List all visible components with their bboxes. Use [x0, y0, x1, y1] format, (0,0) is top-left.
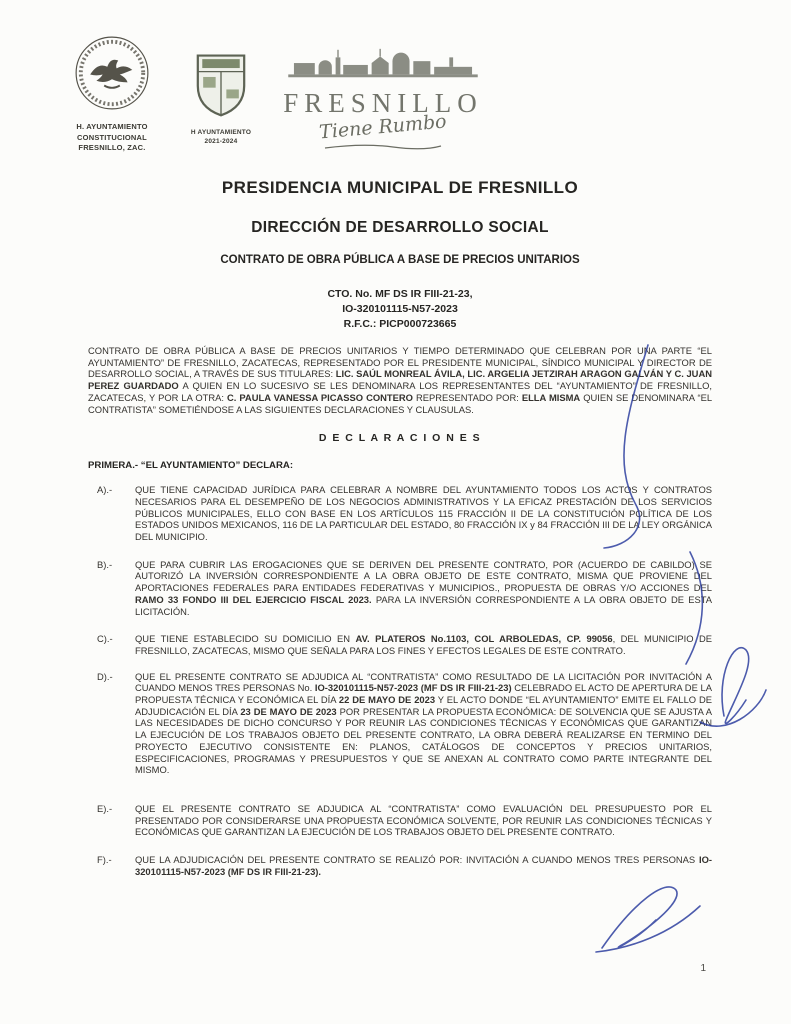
- rfc-number: R.F.C.: PICP000723665: [343, 318, 457, 330]
- signature-scribble-bottom: [602, 887, 677, 948]
- item-label: F).-: [97, 854, 112, 866]
- coat-of-arms-icon: [73, 34, 151, 112]
- invitation-number: IO-320101115-N57-2023: [342, 303, 458, 315]
- coat-of-arms-caption: [56, 122, 168, 154]
- shield-icon: [194, 52, 248, 118]
- intro-paragraph: CONTRATO DE OBRA PÚBLICA A BASE DE PRECIOS UNITARIOS Y TIEMPO DETERMINADO QUE CELEBRAN POR UNA PARTE “EL AYUNTAMIENTO” DE FRESNILLO, ZACATECAS, REPRESENTADO POR EL PRESIDENTE MUNICIPAL, SÍNDICO MUNICIPAL Y DIRECTOR DE DESARROLLO SOCIAL, A TRAVÉS DE SUS TITULARES: LIC. SAÚL MONREAL ÁVILA, LIC. ARGELIA JETZIRAH ARAGON GALVÁN Y C. JUAN PEREZ GUARDADO A QUIEN EN LO SUCESIVO SE LES DENOMINARA LOS REPRESENTANTES DEL “AYUNTAMIENTO” DE FRESNILLO, ZACATECAS, Y POR LA OTRA: C. PAULA VANESSA PICASSO CONTERO REPRESENTADO POR: ELLA MISMA QUIEN SE DENOMINARA “EL CONTRATISTA” SOMETIÉNDOSE A LAS SIGUIENTES DECLARACIONES Y CLAUSULAS.: [88, 345, 713, 415]
- signature-scribble-bottom-flourish: [596, 906, 700, 952]
- declaration-item-e: [88, 803, 712, 838]
- shield-caption: [176, 128, 266, 146]
- caption-line: FRESNILLO, ZAC.: [78, 143, 146, 152]
- brand-tagline: Tiene Rumbo: [318, 110, 448, 144]
- title-presidencia: PRESIDENCIA MUNICIPAL DE FRESNILLO: [221, 178, 579, 197]
- declaration-item-c: [88, 633, 712, 656]
- city-skyline-icon: [288, 46, 478, 82]
- caption-line: H. AYUNTAMIENTO: [76, 122, 148, 131]
- caption-line: 2021-2024: [204, 138, 238, 146]
- declaration-item-b: [88, 559, 712, 618]
- item-label: D).-: [97, 670, 113, 682]
- item-text: QUE TIENE ESTABLECIDO SU DOMICILIO EN AV. PLATEROS No.1103, COL ARBOLEDAS, CP. 99056, DEL MUNICIPIO DE FRESNILLO, ZACATECAS, MISMO QUE SEÑALA PARA LOS FINES Y EFECTOS LEGALES DE ESTE CONTRATO.: [135, 633, 712, 656]
- item-label: C).-: [97, 633, 113, 645]
- tagline-flourish: [323, 143, 443, 151]
- caption-line: CONSTITUCIONAL: [77, 132, 147, 142]
- title-contrato: CONTRATO DE OBRA PÚBLICA A BASE DE PRECIOS UNITARIOS: [220, 254, 580, 266]
- brand-title: FRESNILLO: [283, 88, 483, 118]
- page-number: 1: [700, 963, 706, 974]
- title-direccion: DIRECCIÓN DE DESARROLLO SOCIAL: [251, 219, 549, 236]
- fresnillo-brand-block: [280, 46, 486, 156]
- item-text: QUE EL PRESENTE CONTRATO SE ADJUDICA AL “CONTRATISTA” COMO EVALUACIÓN DEL PRESUPUESTO POR EL PRESENTADO POR CONSIDERARSE UNA PROPUESTA ECONÓMICA SOLVENTE, POR REUNIR LAS CONDICIONES TÉCNICAS Y ECONÓMICAS QUE GARANTIZAN LA EJECUCIÓN DE LOS TRABAJOS OBJETO DEL PRESENTE CONTRATO.: [135, 802, 712, 838]
- declaration-item-f: [88, 854, 712, 877]
- item-text: QUE LA ADJUDICACIÓN DEL PRESENTE CONTRATO SE REALIZÓ POR: INVITACIÓN A CUANDO MENOS TRES PERSONAS IO-320101115-N57-2023 (MF DS IR FIII-21-23).: [135, 854, 712, 877]
- item-label: B).-: [97, 558, 113, 570]
- item-label: A).-: [97, 484, 113, 496]
- item-label: E).-: [97, 802, 113, 814]
- primera-heading: PRIMERA.- “EL AYUNTAMIENTO” DECLARA:: [88, 460, 294, 472]
- declarations-heading: D E C L A R A C I O N E S: [318, 432, 482, 445]
- item-text: QUE EL PRESENTE CONTRATO SE ADJUDICA AL “CONTRATISTA” COMO RESULTADO DE LA LICITACIÓN POR INVITACIÓN A CUANDO MENOS TRES PERSONAS No. IO-320101115-N57-2023 (MF DS IR FIII-21-23) CELEBRADO EL ACTO DE APERTURA DE LA PROPUESTA TÉCNICA Y ECONÓMICA EL DÍA 22 DE MAYO DE 2023 Y EL ACTO DONDE “EL AYUNTAMIENTO” EMITE EL FALLO DE ADJUDICACIÓN EL DÍA 23 DE MAYO DE 2023 POR PRESENTAR LA PROPUESTA ECONÓMICA: DE SOLVENCIA QUE SE AJUSTA A LAS NECESIDADES DE DICHO CONCURSO Y POR REUNIR LAS CONDICIONES TÉCNICAS Y ECONÓMICAS QUE GARANTIZAN LA EJECUCIÓN DE LOS TRABAJOS OBJETO DEL PRESENTE CONTRATO, LA OBRA DEBERÁ REALIZARSE EN TERMINO DEL PROYECTO EJECUTIVO CONSISTENTE EN: PLANOS, CATÁLOGOS DE CONCEPTOS Y PRECIOS UNITARIOS, ESPECIFICACIONES, PROGRAMAS Y PRESUPUESTOS Y QUE SE ANEXAN AL CONTRATO COMO PARTE INTEGRANTE DEL MISMO.: [135, 670, 713, 776]
- item-text: QUE PARA CUBRIR LAS EROGACIONES QUE SE DERIVEN DEL PRESENTE CONTRATO, POR (ACUERDO DE CABILDO) SE AUTORIZÓ LA INVERSIÓN CORRESPONDIENTE A LA OBRA OBJETO DE ESTE CONTRATO, MISMA QUE PROVIENE DEL APORTACIONES FEDERALES PARA ENTIDADES FEDERATIVAS Y MUNICIPIOS., PROPUESTA DE OBRAS Y/O ACCIONES DEL RAMO 33 FONDO III DEL EJERCICIO FISCAL 2023. PARA LA INVERSIÓN CORRESPONDIENTE A LA OBRA OBJETO DE ESTA LICITACIÓN.: [135, 558, 712, 617]
- declarations-list: [88, 484, 712, 877]
- caption-line: H AYUNTAMIENTO: [190, 129, 252, 136]
- item-text: QUE TIENE CAPACIDAD JURÍDICA PARA CELEBRAR A NOMBRE DEL AYUNTAMIENTO TODOS LOS ACTOS Y CONTRATOS NECESARIOS PARA EL DESEMPEÑO DE LOS NEGOCIOS ADMINISTRATIVOS Y LA EFICAZ PRESTACIÓN DE LOS SERVICIOS PÚBLICOS MUNICIPALES, ELLO CON BASE EN LOS ARTÍCULOS 115 FRACCIÓN II DE LA CONSTITUCIÓN POLÍTICA DE LOS ESTADOS UNIDOS MEXICANOS, 116 DE LA PARTICULAR DEL ESTADO, 80 FRACCIÓN IX y 84 FRACCIÓN III DE LA LEY ORGÁNICA DEL MUNICIPIO.: [135, 484, 712, 543]
- contract-number: CTO. No. MF DS IR FIII-21-23,: [327, 288, 473, 300]
- municipal-coat-of-arms-block: [56, 34, 168, 154]
- declaration-item-a: [88, 484, 712, 543]
- contract-reference-block: [88, 287, 712, 332]
- ayuntamiento-shield-block: [176, 52, 266, 146]
- declaration-item-d: [88, 671, 712, 776]
